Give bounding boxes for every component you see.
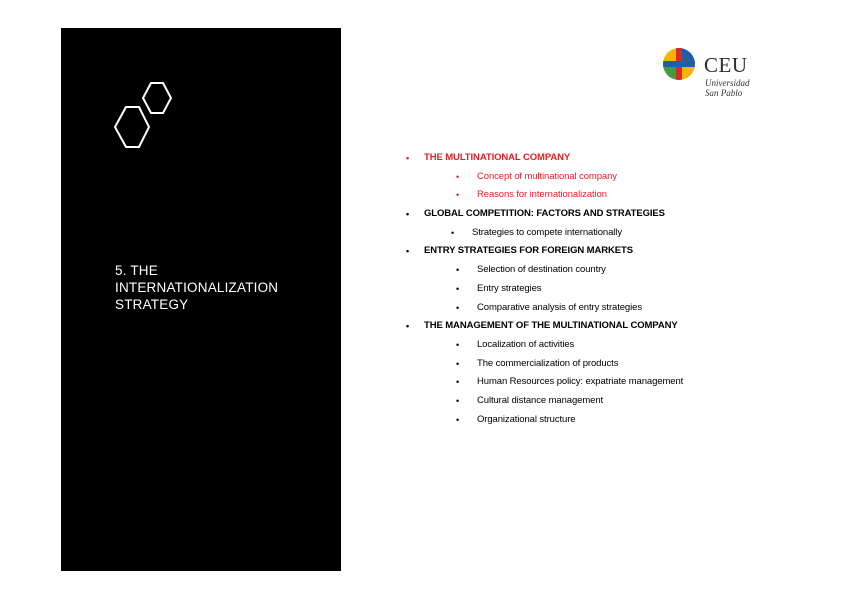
bullet-icon: • [456, 339, 460, 350]
outline-item: • Strategies to compete internationally [404, 225, 824, 244]
ceu-cross-icon [662, 47, 698, 83]
contents-outline [404, 150, 824, 430]
outline-section-3: • ENTRY STRATEGIES FOR FOREIGN MARKETS [404, 243, 824, 262]
outline-section-1: • THE MULTINATIONAL COMPANY [404, 150, 824, 169]
bullet-icon: • [456, 265, 460, 276]
bullet-icon: • [456, 358, 460, 369]
bullet-icon: • [456, 283, 460, 294]
bullet-icon: • [456, 190, 460, 201]
ceu-logo [662, 47, 772, 103]
bullet-icon: • [456, 302, 460, 313]
outline-item: • Reasons for internationalization [404, 187, 824, 206]
outline-item: • The commercialization of products [404, 356, 824, 375]
outline-section-4: • THE MANAGEMENT OF THE MULTINATIONAL COMPANY [404, 318, 824, 337]
hexagons-icon [105, 76, 179, 156]
bullet-icon: • [406, 246, 410, 257]
bullet-icon: • [406, 321, 410, 332]
bullet-icon: • [406, 153, 410, 163]
bullet-icon: • [406, 209, 410, 220]
bullet-icon: • [456, 171, 460, 182]
outline-item: • Human Resources policy: expatriate management [404, 374, 824, 393]
bullet-icon: • [456, 395, 460, 406]
outline-item: • Localization of activities [404, 337, 824, 356]
bullet-icon: • [456, 377, 460, 388]
outline-item: • Entry strategies [404, 281, 824, 300]
title-panel [61, 28, 341, 571]
logo-wordmark: CEU [704, 53, 748, 77]
outline-section-2: • GLOBAL COMPETITION: FACTORS AND STRATEGIES [404, 206, 824, 225]
outline-item: • Selection of destination country [404, 262, 824, 281]
outline-item: • Concept of multinational company [404, 169, 824, 188]
bullet-icon: • [456, 414, 460, 425]
outline-item: • Cultural distance management [404, 393, 824, 412]
outline-item: • Organizational structure [404, 412, 824, 431]
bullet-icon: • [451, 227, 455, 238]
outline-item: • Comparative analysis of entry strategies [404, 300, 824, 319]
section-title: 5. THE INTERNATIONALIZATION STRATEGY [115, 263, 279, 312]
logo-subtitle: Universidad San Pablo [705, 78, 750, 98]
